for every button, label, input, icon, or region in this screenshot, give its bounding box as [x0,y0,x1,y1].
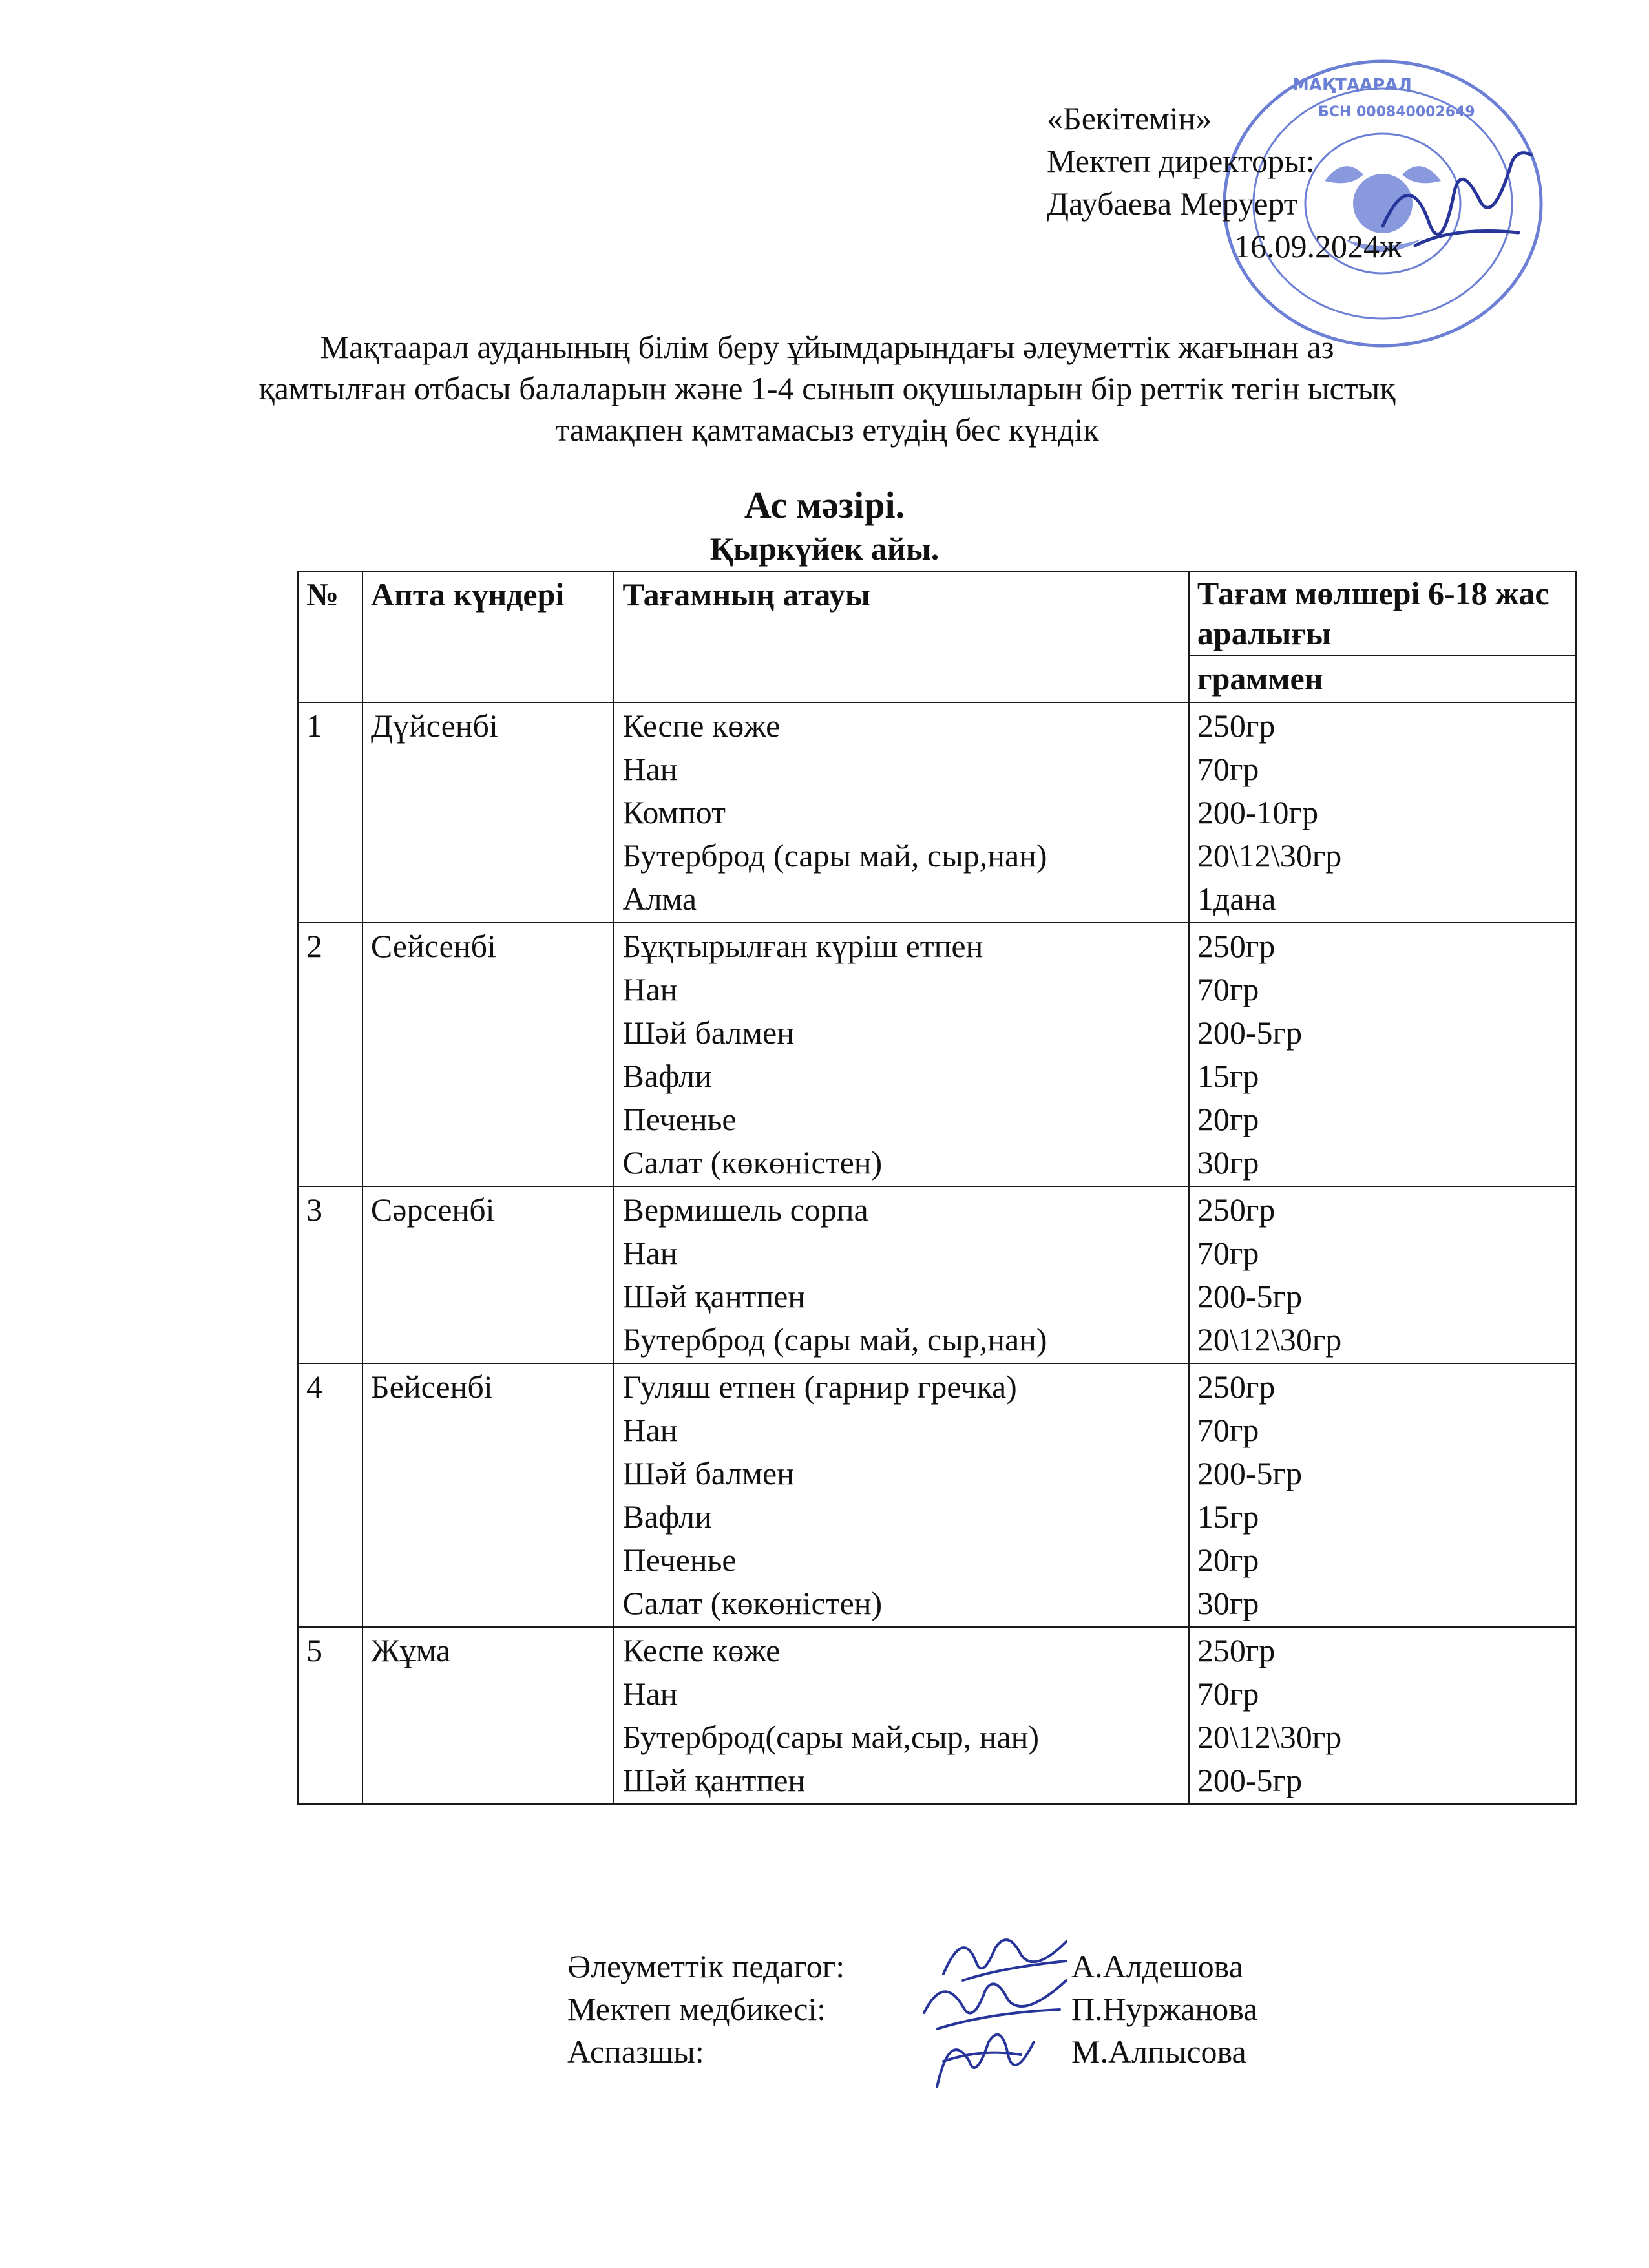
dish-item: Печенье [622,1101,737,1137]
dish-item: Кеспе көже [622,1632,781,1668]
dish-item: Нан [622,1235,678,1271]
director-signature [1376,149,1557,271]
approval-block [1047,97,1402,268]
row-day: Сәрсенбі [362,1186,614,1363]
amount-item: 250гр [1197,1369,1276,1405]
dish-item: Бутерброд (сары май, сыр,нан) [622,837,1047,874]
dish-item: Нан [622,751,678,787]
row-dishes [614,702,1188,923]
dish-item: Нан [622,1412,678,1448]
row-dishes [614,1363,1188,1627]
month-label: Қыркүйек айы. [709,530,940,567]
header-num: № [298,571,362,702]
signatory-name: А.Алдешова [1071,1948,1243,1984]
amount-item: 20гр [1197,1542,1259,1578]
row-amounts [1189,1363,1576,1627]
director-position: Мектеп директоры: [1047,143,1315,179]
amount-item: 15гр [1197,1058,1259,1094]
amount-item: 70гр [1197,1235,1259,1271]
table-row [298,702,1576,923]
signature-cook [924,2022,1040,2094]
amount-item: 1дана [1197,881,1276,917]
amount-item: 20гр [1197,1101,1259,1137]
approval-label: «Бекітемін» [1047,100,1212,136]
signatory-name: М.Алпысова [1071,2033,1246,2070]
amount-item: 250гр [1197,1192,1276,1228]
row-dishes [614,1186,1188,1363]
amount-item: 250гр [1197,928,1276,964]
amount-item: 200-5гр [1197,1014,1303,1051]
row-dishes [614,1627,1188,1804]
director-name: Даубаева Меруерт [1047,185,1298,222]
amount-item: 200-5гр [1197,1455,1303,1491]
dish-item: Вермишель сорпа [622,1192,868,1228]
amount-item: 250гр [1197,1632,1276,1668]
signatory-role: Әлеуметтік педагог: [567,1948,845,1984]
amount-item: 20\12\30гр [1197,1719,1342,1755]
menu-body [298,702,1576,1804]
dish-item: Шәй қантпен [622,1278,806,1314]
row-dishes [614,923,1188,1186]
dish-item: Бутерброд(сары май,сыр, нан) [622,1719,1040,1755]
header-day: Апта күндері [362,571,614,702]
amount-item: 250гр [1197,708,1276,744]
dish-item: Шәй балмен [622,1014,794,1051]
dish-item: Компот [622,794,726,830]
row-number: 2 [298,923,362,1186]
dish-item: Шәй қантпен [622,1762,806,1798]
header-unit: граммен [1189,655,1576,702]
dish-item: Бутерброд (сары май, сыр,нан) [622,1321,1047,1358]
table-row [298,923,1576,1186]
intro-text: Мақтаарал ауданының білім беру ұйымдарындағы әлеуметтік жағынан аз қамтылған отбасы балаларын және 1-4 сынып оқушыларын бір реттік тегін ыстық тамақпен қамтамасыз етудің бес күндік [258,329,1396,448]
amount-item: 70гр [1197,1675,1259,1712]
signatory-role: Аспазшы: [567,2033,704,2070]
row-amounts [1189,923,1576,1186]
amount-item: 30гр [1197,1585,1259,1621]
row-day: Бейсенбі [362,1363,614,1627]
row-day: Жұма [362,1627,614,1804]
amount-item: 70гр [1197,1412,1259,1448]
dish-item: Шәй балмен [622,1455,794,1491]
dish-item: Гуляш етпен (гарнир гречка) [622,1369,1017,1405]
row-amounts [1189,702,1576,923]
row-number: 3 [298,1186,362,1363]
dish-item: Кеспе көже [622,708,781,744]
amount-item: 70гр [1197,751,1259,787]
amount-item: 200-10гр [1197,794,1319,830]
approval-date: 16.09.2024ж [1234,228,1402,264]
row-day: Сейсенбі [362,923,614,1186]
dish-item: Вафли [622,1498,712,1535]
table-row [298,1627,1576,1804]
table-row [298,1363,1576,1627]
svg-text:МАҚТААРАЛ: МАҚТААРАЛ [1292,76,1412,95]
menu-table [297,571,1577,1805]
row-amounts [1189,1186,1576,1363]
dish-item: Вафли [622,1058,712,1094]
signatory-role: Мектеп медбикесі: [567,1991,826,2027]
dish-item: Алма [622,881,697,917]
table-header-row [298,571,1576,655]
dish-item: Бұқтырылған күріш етпен [622,928,983,964]
table-row [298,1186,1576,1363]
amount-item: 70гр [1197,971,1259,1007]
dish-item: Салат (көкөністен) [622,1585,883,1621]
row-number: 5 [298,1627,362,1804]
amount-item: 200-5гр [1197,1762,1303,1798]
row-day: Дүйсенбі [362,702,614,923]
amount-item: 200-5гр [1197,1278,1303,1314]
header-amount: Тағам мөлшері 6-18 жас аралығы [1189,571,1576,655]
header-dish: Тағамның атауы [614,571,1188,702]
dish-item: Салат (көкөністен) [622,1144,883,1181]
row-number: 1 [298,702,362,923]
row-amounts [1189,1627,1576,1804]
dish-item: Нан [622,971,678,1007]
dish-item: Нан [622,1675,678,1712]
row-number: 4 [298,1363,362,1627]
page-title: Ас мәзірі. [744,484,905,526]
svg-text:БСН 000840002649: БСН 000840002649 [1318,104,1475,120]
amount-item: 20\12\30гр [1197,1321,1342,1358]
dish-item: Печенье [622,1542,737,1578]
amount-item: 20\12\30гр [1197,837,1342,874]
amount-item: 15гр [1197,1498,1259,1535]
signatory-name: П.Нуржанова [1071,1991,1258,2027]
amount-item: 30гр [1197,1144,1259,1181]
